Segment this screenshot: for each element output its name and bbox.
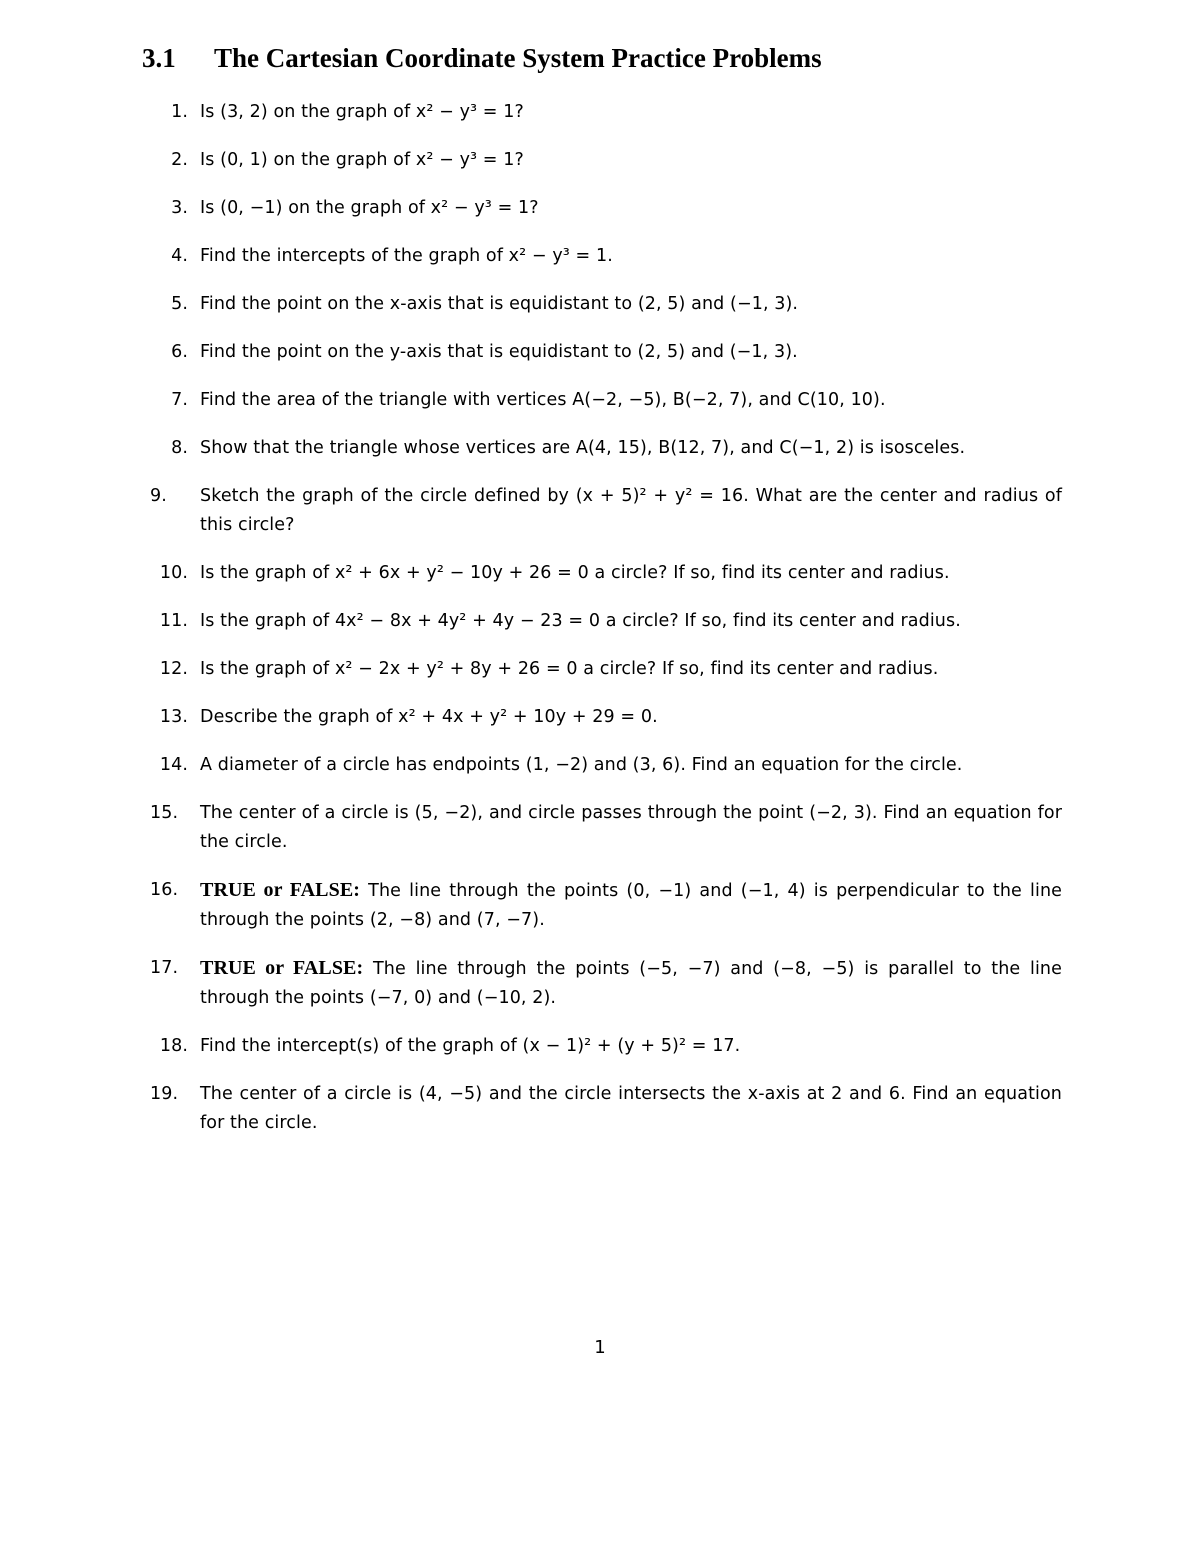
problem-text: Show that the triangle whose vertices are A(4, 15), B(12, 7), and C(−1, 2) is isosceles.: [200, 438, 966, 458]
problem-text: Sketch the graph of the circle defined by (x + 5)² + y² = 16. What are the center and radius of this circle?: [200, 486, 1062, 535]
problem-item: [150, 1032, 1062, 1061]
problem-number: 18.: [159, 1036, 188, 1056]
section-heading: [142, 40, 1082, 76]
problem-text: The center of a circle is (5, −2), and circle passes through the point (−2, 3). Find an equation for the circle.: [200, 803, 1062, 852]
problem-text: The line through the points (−5, −7) and (−8, −5) is parallel to the line through the points (−7, 0) and (−10, 2).: [200, 959, 1062, 1008]
problem-text: Find the point on the y-axis that is equidistant to (2, 5) and (−1, 3).: [200, 342, 798, 362]
true-false-label: TRUE or FALSE:: [200, 957, 364, 979]
problem-number: 11.: [159, 611, 188, 631]
problem-number: 14.: [159, 755, 188, 775]
problem-text: Find the intercepts of the graph of x² − y³ = 1.: [200, 246, 613, 266]
problem-item: [150, 146, 1062, 175]
problem-number: 10.: [159, 563, 188, 583]
section-number: 3.1: [142, 43, 176, 73]
problem-number: 2.: [171, 150, 188, 170]
problem-text: Is (0, −1) on the graph of x² − y³ = 1?: [200, 198, 539, 218]
problem-number: 16.: [150, 880, 179, 900]
page-number: 1: [594, 1337, 606, 1358]
problem-number: 3.: [171, 198, 188, 218]
problem-number: 13.: [159, 707, 188, 727]
true-false-label: TRUE or FALSE:: [200, 879, 361, 901]
problem-text: Find the area of the triangle with vertices A(−2, −5), B(−2, 7), and C(10, 10).: [200, 390, 886, 410]
problem-item: [150, 559, 1062, 588]
problem-number: 7.: [171, 390, 188, 410]
problem-item: [150, 386, 1062, 415]
problem-item: [150, 434, 1062, 463]
problem-number: 6.: [171, 342, 188, 362]
problem-item: [150, 338, 1062, 367]
problem-item: [150, 876, 1062, 935]
problem-item: [150, 1080, 1062, 1138]
problem-text: The line through the points (0, −1) and (−1, 4) is perpendicular to the line through the points (2, −8) and (7, −7).: [200, 881, 1062, 930]
problem-item: [150, 954, 1062, 1013]
problem-text: Is (0, 1) on the graph of x² − y³ = 1?: [200, 150, 524, 170]
problem-text: Describe the graph of x² + 4x + y² + 10y + 29 = 0.: [200, 707, 658, 727]
problem-text: The center of a circle is (4, −5) and the circle intersects the x-axis at 2 and 6. Find an equation for the circle.: [200, 1084, 1062, 1133]
problem-number: 8.: [171, 438, 188, 458]
problem-item: [150, 799, 1062, 857]
problem-text: Find the intercept(s) of the graph of (x − 1)² + (y + 5)² = 17.: [200, 1036, 741, 1056]
problem-text: Is the graph of x² + 6x + y² − 10y + 26 = 0 a circle? If so, find its center and radius.: [200, 563, 950, 583]
problem-number: 5.: [171, 294, 188, 314]
problem-item: [150, 290, 1062, 319]
problem-number: 4.: [171, 246, 188, 266]
problem-number: 15.: [150, 803, 179, 823]
problem-number: 9.: [150, 486, 167, 506]
problem-item: [150, 194, 1062, 223]
problem-number: 12.: [159, 659, 188, 679]
problem-item: [150, 607, 1062, 636]
problem-list: [150, 98, 1062, 1157]
problem-item: [150, 482, 1062, 540]
problem-text: Is the graph of 4x² − 8x + 4y² + 4y − 23 = 0 a circle? If so, find its center and radius.: [200, 611, 961, 631]
problem-text: Is (3, 2) on the graph of x² − y³ = 1?: [200, 102, 524, 122]
problem-text: Is the graph of x² − 2x + y² + 8y + 26 = 0 a circle? If so, find its center and radius.: [200, 659, 939, 679]
problem-item: [150, 242, 1062, 271]
problem-item: [150, 98, 1062, 127]
problem-text: Find the point on the x-axis that is equidistant to (2, 5) and (−1, 3).: [200, 294, 799, 314]
problem-item: [150, 655, 1062, 684]
problem-number: 1.: [171, 102, 188, 122]
problem-item: [150, 703, 1062, 732]
section-title: The Cartesian Coordinate System Practice Problems: [214, 43, 822, 73]
problem-number: 17.: [150, 958, 179, 978]
problem-number: 19.: [150, 1084, 179, 1104]
problem-item: [150, 751, 1062, 780]
problem-text: A diameter of a circle has endpoints (1, −2) and (3, 6). Find an equation for the circle.: [200, 755, 963, 775]
